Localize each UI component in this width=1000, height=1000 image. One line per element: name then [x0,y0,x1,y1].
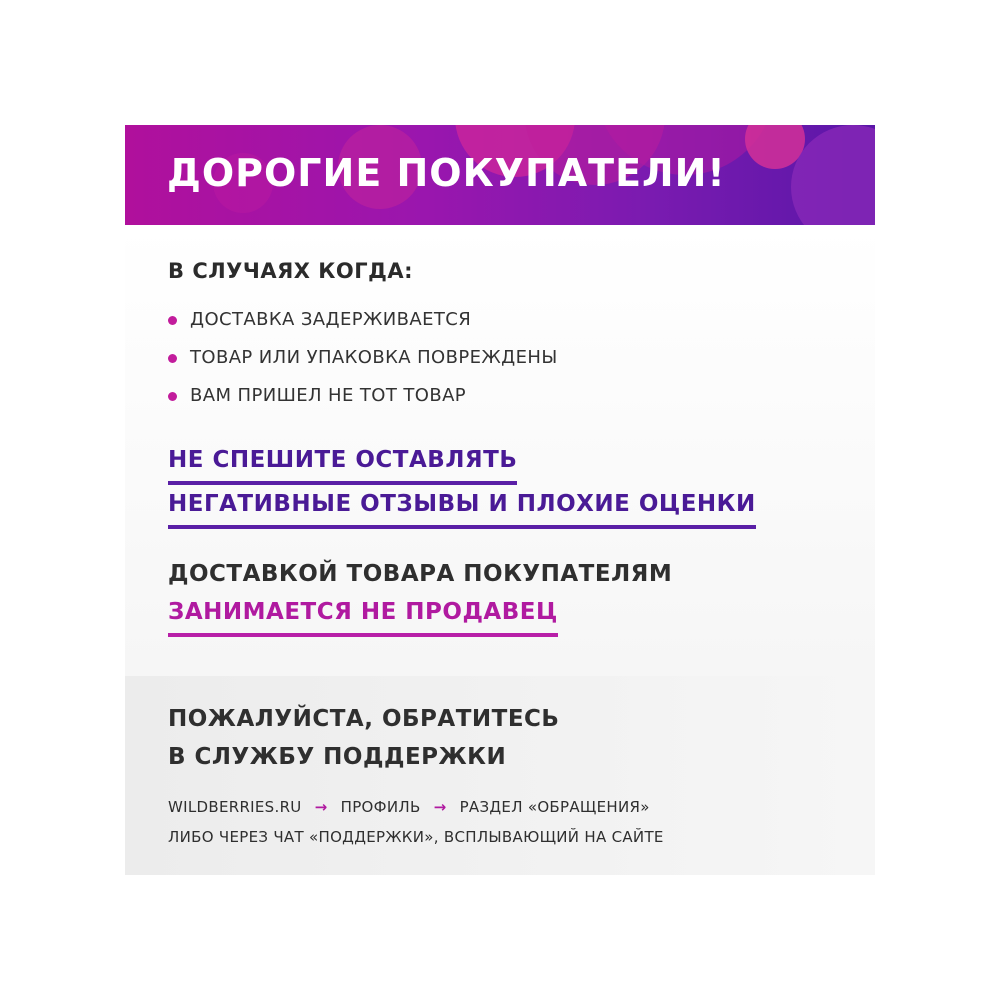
list-item-label: ВАМ ПРИШЕЛ НЕ ТОТ ТОВАР [190,385,467,406]
list-item-label: ТОВАР ИЛИ УПАКОВКА ПОВРЕЖДЕНЫ [190,347,558,368]
header-title: ДОРОГИЕ ПОКУПАТЕЛИ! [167,151,726,195]
arrow-right-icon: → [314,798,328,816]
intro-heading: В СЛУЧАЯХ КОГДА: [168,259,414,283]
support-footer [125,676,875,875]
support-path [168,796,650,818]
warning-line-1: НЕ СПЕШИТЕ ОСТАВЛЯТЬ [168,445,517,485]
path-step-site: WILDBERRIES.RU [168,798,302,816]
path-step-profile: ПРОФИЛЬ [340,798,421,816]
bullet-dot-icon [168,392,177,401]
list-item [168,383,558,421]
delivery-info-line-1: ДОСТАВКОЙ ТОВАРА ПОКУПАТЕЛЯМ [168,561,673,587]
support-title-line-1: ПОЖАЛУЙСТА, ОБРАТИТЕСЬ [168,706,560,732]
case-list [168,307,558,421]
bullet-dot-icon [168,316,177,325]
list-item-label: ДОСТАВКА ЗАДЕРЖИВАЕТСЯ [190,309,472,330]
header-banner [125,125,875,225]
delivery-info-line-2: ЗАНИМАЕТСЯ НЕ ПРОДАВЕЦ [168,597,558,637]
support-alt-text: ЛИБО ЧЕРЕЗ ЧАТ «ПОДДЕРЖКИ», ВСПЛЫВАЮЩИЙ НА САЙТЕ [168,828,664,846]
bullet-dot-icon [168,354,177,363]
notice-card [125,125,875,875]
warning-line-2: НЕГАТИВНЫЕ ОТЗЫВЫ И ПЛОХИЕ ОЦЕНКИ [168,489,756,529]
arrow-right-icon: → [433,798,447,816]
main-content [125,225,875,676]
list-item [168,345,558,383]
list-item [168,307,558,345]
path-step-section: РАЗДЕЛ «ОБРАЩЕНИЯ» [459,798,650,816]
support-title-line-2: В СЛУЖБУ ПОДДЕРЖКИ [168,744,507,770]
